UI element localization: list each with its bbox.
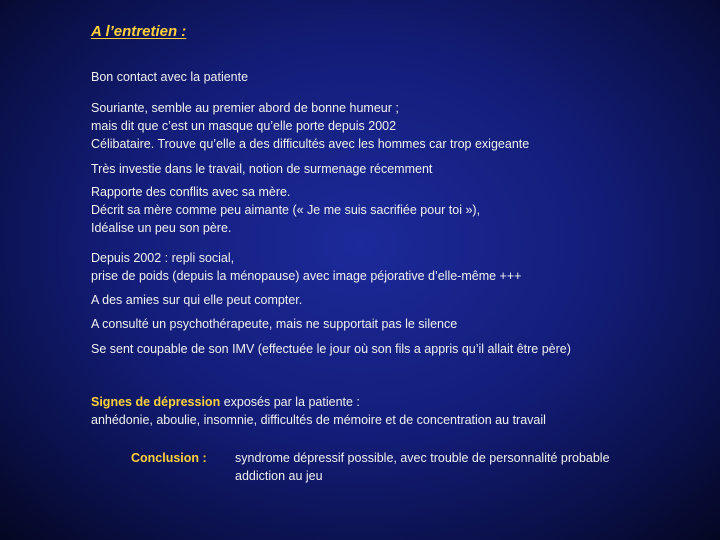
- paragraph-repli: [91, 249, 521, 285]
- paragraph-signes: [91, 393, 546, 429]
- paragraph-line: Décrit sa mère comme peu aimante (« Je me suis sacrifiée pour toi »),: [91, 203, 481, 217]
- signes-rest: exposés par la patiente :: [220, 395, 360, 409]
- paragraph-line: prise de poids (depuis la ménopause) avec image péjorative d’elle-même +++: [91, 269, 522, 283]
- paragraph-line: A des amies sur qui elle peut compter.: [91, 293, 303, 307]
- paragraph-imv: [91, 340, 571, 358]
- conclusion-label: Conclusion :: [131, 451, 207, 465]
- paragraph-line: Rapporte des conflits avec sa mère.: [91, 185, 291, 199]
- paragraph-line: Se sent coupable de son IMV (effectuée le jour où son fils a appris qu’il allait être père): [91, 342, 571, 356]
- signes-label: Signes de dépression: [91, 395, 221, 409]
- paragraph-line: mais dit que c’est un masque qu’elle porte depuis 2002: [91, 119, 397, 133]
- paragraph-line: A consulté un psychothérapeute, mais ne supportait pas le silence: [91, 317, 458, 331]
- paragraph-line: Souriante, semble au premier abord de bonne humeur ;: [91, 101, 399, 115]
- paragraph-line: Bon contact avec la patiente: [91, 70, 249, 84]
- paragraph-line: Depuis 2002 : repli social,: [91, 251, 235, 265]
- paragraph-mere: [91, 183, 480, 237]
- conclusion-line: syndrome dépressif possible, avec trouble de personnalité probable: [235, 451, 610, 465]
- conclusion-line: addiction au jeu: [235, 469, 323, 483]
- paragraph-contact: [91, 68, 248, 86]
- paragraph-amies: [91, 291, 302, 309]
- paragraph-psychotherapeute: [91, 315, 457, 333]
- signes-symptoms: anhédonie, aboulie, insomnie, difficultés de mémoire et de concentration au travail: [91, 413, 546, 427]
- paragraph-line: Idéalise un peu son père.: [91, 221, 232, 235]
- paragraph-souriante: [91, 99, 529, 153]
- slide-title: A l’entretien :: [91, 23, 187, 40]
- conclusion-text: [235, 449, 610, 485]
- paragraph-travail: [91, 160, 432, 178]
- paragraph-line: Très investie dans le travail, notion de surmenage récemment: [91, 162, 433, 176]
- paragraph-line: Célibataire. Trouve qu’elle a des difficultés avec les hommes car trop exigeante: [91, 137, 530, 151]
